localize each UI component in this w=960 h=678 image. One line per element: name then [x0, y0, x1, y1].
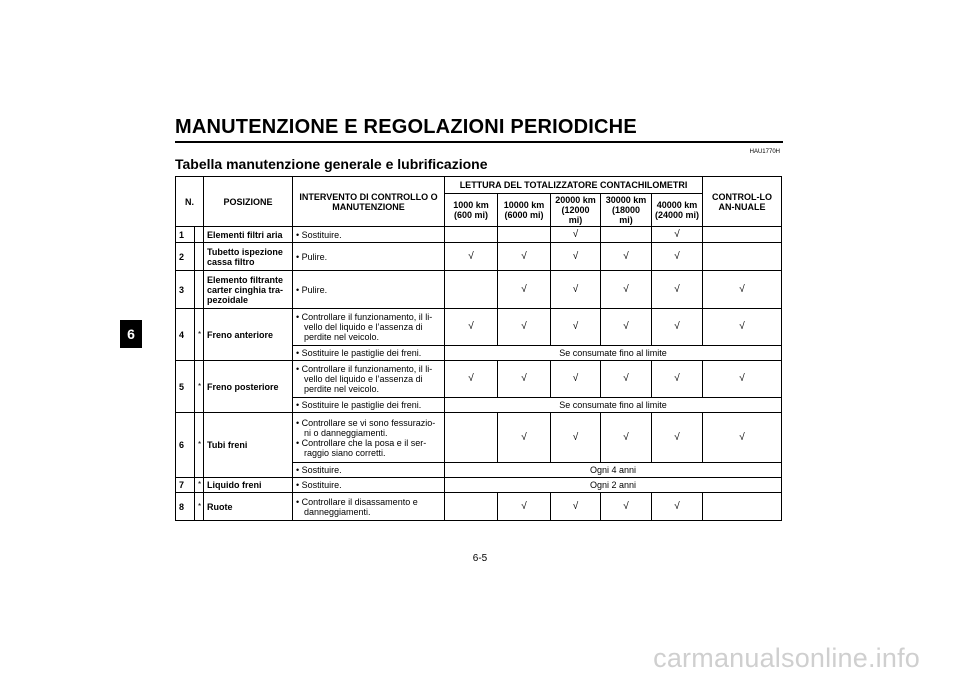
check-mark: √: [551, 243, 601, 271]
table-row: [176, 271, 782, 309]
header-km-10000: 10000 km (6000 mi): [498, 194, 551, 227]
row-item: Ruote: [204, 493, 293, 521]
row-item: Freno posteriore: [204, 361, 293, 413]
row-action: • Controllare il disassamento e danneggiamenti.: [296, 496, 418, 517]
table-header-row: [176, 177, 782, 194]
check-mark: √: [652, 413, 703, 463]
row-action: • Controllare se vi sono fessurazio-ni o danneggiamenti.: [296, 417, 436, 438]
row-number: 8: [176, 493, 195, 521]
check-mark: √: [551, 271, 601, 309]
table-row: [176, 413, 782, 463]
check-mark: √: [652, 361, 703, 398]
check-mark: √: [551, 309, 601, 346]
document-code: HAU1770H: [749, 149, 780, 155]
row-item: Elementi filtri aria: [204, 227, 293, 243]
row-action: • Sostituire.: [293, 463, 445, 478]
header-odometer: LETTURA DEL TOTALIZZATORE CONTACHILOMETRI: [445, 177, 703, 194]
row-action: • Sostituire le pastiglie dei freni.: [293, 398, 445, 413]
check-mark: √: [445, 361, 498, 398]
check-mark: √: [498, 493, 551, 521]
row-note: Se consumate fino al limite: [445, 346, 782, 361]
table-row: [176, 243, 782, 271]
row-number: 2: [176, 243, 195, 271]
table-row: [176, 361, 782, 398]
check-mark: √: [498, 361, 551, 398]
row-action: • Pulire.: [293, 271, 445, 309]
row-action: • Sostituire.: [293, 478, 445, 493]
row-item: Elemento filtrante carter cinghia tra-pezoidale: [204, 271, 293, 309]
row-item: Freno anteriore: [204, 309, 293, 361]
row-star: *: [195, 478, 204, 493]
maintenance-table: [175, 176, 782, 521]
row-note: Ogni 2 anni: [445, 478, 782, 493]
check-mark: √: [601, 309, 652, 346]
row-item: Tubi freni: [204, 413, 293, 478]
check-mark: √: [445, 243, 498, 271]
check-mark: √: [703, 413, 782, 463]
header-action: INTERVENTO DI CONTROLLO O MANUTENZIONE: [293, 177, 445, 227]
check-mark: √: [551, 227, 601, 243]
table-row: [176, 227, 782, 243]
header-rule: [175, 141, 783, 143]
row-number: 1: [176, 227, 195, 243]
check-mark: √: [601, 271, 652, 309]
check-mark: √: [498, 413, 551, 463]
row-action: • Sostituire.: [293, 227, 445, 243]
row-number: 3: [176, 271, 195, 309]
row-number: 4: [176, 309, 195, 361]
row-item: Liquido freni: [204, 478, 293, 493]
header-annual: CONTROL-LO AN-NUALE: [703, 177, 782, 227]
header-km-30000: 30000 km (18000 mi): [601, 194, 652, 227]
check-mark: √: [601, 493, 652, 521]
check-mark: √: [498, 271, 551, 309]
table-row: [176, 478, 782, 493]
row-star: *: [195, 493, 204, 521]
check-mark: √: [703, 309, 782, 346]
row-note: Se consumate fino al limite: [445, 398, 782, 413]
check-mark: √: [551, 413, 601, 463]
chapter-tab: 6: [120, 320, 142, 348]
row-star: [195, 227, 204, 243]
header-km-40000: 40000 km (24000 mi): [652, 194, 703, 227]
check-mark: √: [601, 361, 652, 398]
check-mark: √: [652, 271, 703, 309]
row-note: Ogni 4 anni: [445, 463, 782, 478]
row-star: [195, 271, 204, 309]
check-mark: √: [601, 413, 652, 463]
check-mark: √: [652, 243, 703, 271]
check-mark: √: [652, 493, 703, 521]
check-mark: √: [498, 243, 551, 271]
check-mark: √: [551, 361, 601, 398]
row-star: [195, 243, 204, 271]
header-no: N.: [176, 177, 204, 227]
row-number: 6: [176, 413, 195, 478]
check-mark: √: [498, 309, 551, 346]
section-title: Tabella manutenzione generale e lubrificazione: [175, 156, 488, 172]
row-star: *: [195, 309, 204, 361]
check-mark: √: [703, 361, 782, 398]
page-number: 6-5: [472, 553, 488, 564]
row-star: *: [195, 361, 204, 413]
check-mark: √: [601, 243, 652, 271]
check-mark: √: [652, 227, 703, 243]
row-action: • Pulire.: [293, 243, 445, 271]
table-row: [176, 493, 782, 521]
check-mark: √: [652, 309, 703, 346]
row-star: *: [195, 413, 204, 478]
page-header-title: MANUTENZIONE E REGOLAZIONI PERIODICHE: [175, 116, 637, 138]
row-action: • Controllare il funzionamento, il li-vello del liquido e l’assenza di perdite nel veicolo.: [296, 364, 433, 394]
check-mark: √: [551, 493, 601, 521]
row-action: • Controllare il funzionamento, il li-vello del liquido e l’assenza di perdite nel veicolo.: [296, 312, 433, 342]
row-item: Tubetto ispezione cassa filtro: [204, 243, 293, 271]
row-action: • Controllare che la posa e il ser-raggio siano corretti.: [296, 437, 427, 458]
header-km-1000: 1000 km (600 mi): [445, 194, 498, 227]
row-action: • Sostituire le pastiglie dei freni.: [293, 346, 445, 361]
row-number: 5: [176, 361, 195, 413]
table-row: [176, 309, 782, 346]
check-mark: √: [703, 271, 782, 309]
watermark: carmanualsonline.info: [653, 643, 920, 673]
row-number: 7: [176, 478, 195, 493]
check-mark: √: [445, 309, 498, 346]
header-km-20000: 20000 km (12000 mi): [551, 194, 601, 227]
header-item: POSIZIONE: [204, 177, 293, 227]
